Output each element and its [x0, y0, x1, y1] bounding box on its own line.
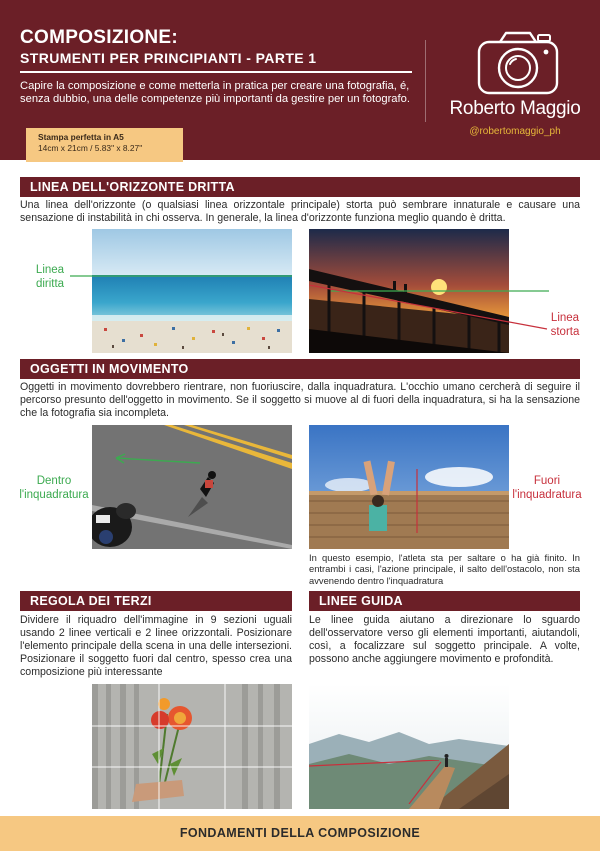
photo-runner-inside-frame [92, 425, 292, 549]
section-text-horizon: Una linea dell'orizzonte (o qualsiasi linea orizzontale principale) storta può sembrare innaturale e causare una sensazione di instabilità in chi osserva. In generale, la linea d'orizzonte funziona meglio quando è dritta. [20, 199, 580, 224]
section-title-thirds: REGOLA DEI TERZI [20, 591, 292, 611]
footer-title: FONDAMENTI DELLA COMPOSIZIONE [179, 826, 421, 840]
caption-athlete: In questo esempio, l'atleta sta per saltare o ha già finito. In entrambi i casi, l'azione principale, il salto dell'ostacolo, non sta avvenendo dentro l'inquadratura [309, 552, 580, 586]
section-text-movement: Oggetti in movimento dovrebbero rientrare, non fuoriuscire, dalla inquadratura. L'occhio umano cercherà di seguire il percorso presunto dell'oggetto in movimento. Se il soggetto si muove al di fuori della inquadratura, si ha la sensazione che la fotografia sia incompleta. [20, 381, 580, 419]
straight-horizon-guide-line [70, 274, 292, 278]
label-straight-line: Linea diritta [35, 264, 65, 290]
header-description: Capire la composizione e come metterla in pratica per creare una fotografia, é, senza dubbio, una delle competenze più importanti da gestire per un fotografo. [20, 80, 410, 105]
tilted-horizon-guide-lines [309, 285, 551, 333]
header-vertical-divider [425, 40, 426, 122]
print-size-badge [26, 128, 183, 162]
print-size-title: Stampa perfetta in A5 [38, 132, 124, 142]
title-divider [20, 71, 412, 73]
movement-direction-arrow [112, 452, 202, 466]
social-handle: @robertomaggio_ph [469, 126, 561, 137]
footer-banner [0, 816, 600, 851]
page-subtitle: STRUMENTI PER PRINCIPIANTI - PARTE 1 [20, 50, 317, 66]
frame-edge-guide-line [416, 469, 418, 533]
section-title-movement: OGGETTI IN MOVIMENTO [20, 359, 580, 379]
camera-icon [476, 30, 560, 96]
section-title-horizon: LINEA DELL'ORIZZONTE DRITTA [20, 177, 580, 197]
brand-name: Roberto Maggio [449, 98, 581, 119]
label-tilted-line: Linea storta [550, 312, 580, 338]
label-outside-frame: Fuori l'inquadratura [512, 475, 582, 501]
photo-beach-straight-horizon [92, 229, 292, 353]
section-title-guides: LINEE GUIDA [309, 591, 580, 611]
rule-of-thirds-grid [92, 684, 292, 809]
label-inside-frame: Dentro l'inquadratura [19, 475, 89, 501]
page-title: COMPOSIZIONE: [20, 27, 179, 48]
print-size-dimensions: 14cm x 21cm / 5.83" x 8.27" [38, 143, 143, 153]
photo-athlete-outside-frame [309, 425, 509, 549]
section-text-thirds: Dividere il riquadro dell'immagine in 9 sezioni uguali usando 2 linee verticali e 2 linee orizzontali. Posizionare l'elemento principale della scena in una delle intersezioni. Posizionare il soggetto fuori dal centro, spesso crea una composizione più interessante [20, 614, 292, 678]
section-text-guides: Le linee guida aiutano a direzionare lo sguardo dell'osservatore verso gli elementi importanti, aiutandoli, così, a focalizzare sul soggetto principale. A volte, possono anche aggiungere movimento e profondità. [309, 614, 580, 665]
leading-lines-guide [309, 760, 459, 804]
